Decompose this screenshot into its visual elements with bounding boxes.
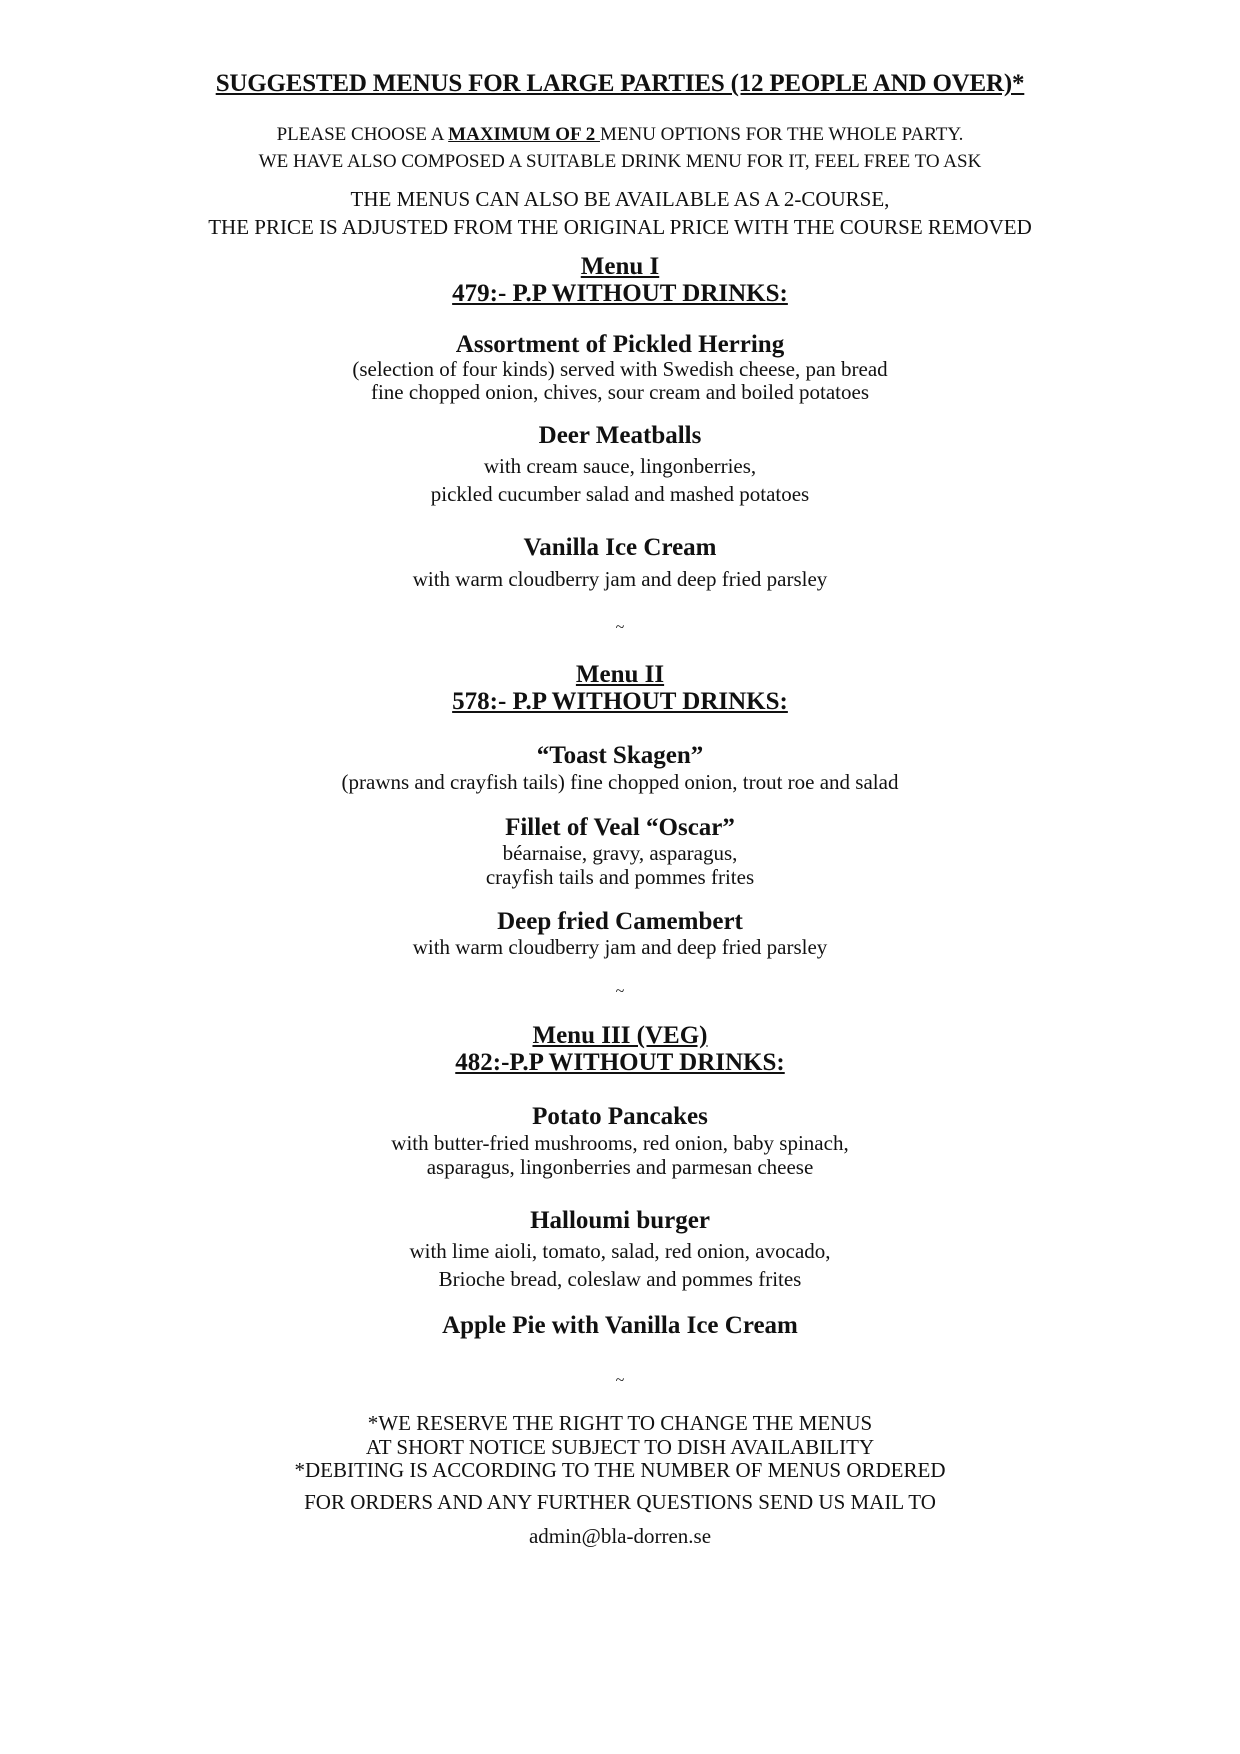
separator-1: ~ [615,619,625,636]
footer-availability-line: AT SHORT NOTICE SUBJECT TO DISH AVAILABILITY [365,1435,875,1459]
footer-contact-line: FOR ORDERS AND ANY FURTHER QUESTIONS SEND US MAIL TO [304,1490,936,1514]
choose-prefix: PLEASE CHOOSE A [276,124,449,145]
menu-1-dish-3-desc-1: with warm cloudberry jam and deep fried parsley [412,567,828,591]
drink-note: WE HAVE ALSO COMPOSED A SUITABLE DRINK MENU FOR IT, FEEL FREE TO ASK [258,151,982,172]
menu-3-price: 482:-P.P WITHOUT DRINKS: [455,1049,785,1076]
menu-3-dish-1-desc-2: asparagus, lingonberries and parmesan cheese [426,1155,814,1179]
menu-3-dish-1-desc-1: with butter-fried mushrooms, red onion, baby spinach, [391,1131,849,1155]
menu-2-dish-2-desc-2: crayfish tails and pommes frites [485,865,755,889]
choose-note [0,120,1240,149]
menu-1-dish-1-desc-2: fine chopped onion, chives, sour cream and boiled potatoes [370,380,870,404]
footer-reserve-line: *WE RESERVE THE RIGHT TO CHANGE THE MENUS [367,1411,873,1435]
menu-2-dish-1-desc-1: (prawns and crayfish tails) fine chopped onion, trout roe and salad [341,770,899,794]
menu-2-dish-3-name: Deep fried Camembert [497,908,743,935]
separator-3: ~ [615,1372,625,1389]
menu-2-price: 578:- P.P WITHOUT DRINKS: [452,688,788,715]
menu-1-price: 479:- P.P WITHOUT DRINKS: [452,280,788,307]
menu-3-dish-2-desc-1: with lime aioli, tomato, salad, red onion, avocado, [409,1239,831,1263]
menu-2-dish-3-desc-1: with warm cloudberry jam and deep fried parsley [412,935,828,959]
course-note-line-2: THE PRICE IS ADJUSTED FROM THE ORIGINAL PRICE WITH THE COURSE REMOVED [208,215,1032,239]
menu-2-title: Menu II [575,661,665,688]
menu-3-dish-2-name: Halloumi burger [530,1207,710,1234]
course-note-line-1: THE MENUS CAN ALSO BE AVAILABLE AS A 2-COURSE, [350,187,890,211]
menu-2-dish-2-desc-1: béarnaise, gravy, asparagus, [502,841,738,865]
menu-1-dish-2-desc-2: pickled cucumber salad and mashed potatoes [430,482,810,506]
menu-2-dish-2-name: Fillet of Veal “Oscar” [505,814,735,841]
menu-1-dish-3-name: Vanilla Ice Cream [523,534,717,561]
menu-3-dish-1-name: Potato Pancakes [532,1103,708,1130]
menu-3-dish-3-name: Apple Pie with Vanilla Ice Cream [442,1312,798,1339]
menu-1-dish-1-name: Assortment of Pickled Herring [455,331,785,358]
footer-email-link[interactable]: admin@bla-dorren.se [528,1524,712,1548]
menu-1-dish-2-name: Deer Meatballs [538,422,702,449]
menu-1-title: Menu I [580,253,660,280]
document-title: SUGGESTED MENUS FOR LARGE PARTIES (12 PEOPLE AND OVER)* [215,70,1025,97]
choose-emphasis: MAXIMUM OF 2 [448,124,600,145]
menu-3-dish-2-desc-2: Brioche bread, coleslaw and pommes frites [438,1267,802,1291]
separator-2: ~ [615,983,625,1000]
footer-debiting-line: *DEBITING IS ACCORDING TO THE NUMBER OF MENUS ORDERED [294,1458,946,1482]
menu-3-title: Menu III (VEG) [532,1022,708,1049]
menu-2-dish-1-name: “Toast Skagen” [536,742,704,769]
menu-1-dish-1-desc-1: (selection of four kinds) served with Swedish cheese, pan bread [352,357,888,381]
menu-1-dish-2-desc-1: with cream sauce, lingonberries, [483,454,757,478]
choose-suffix: MENU OPTIONS FOR THE WHOLE PARTY. [599,124,964,145]
